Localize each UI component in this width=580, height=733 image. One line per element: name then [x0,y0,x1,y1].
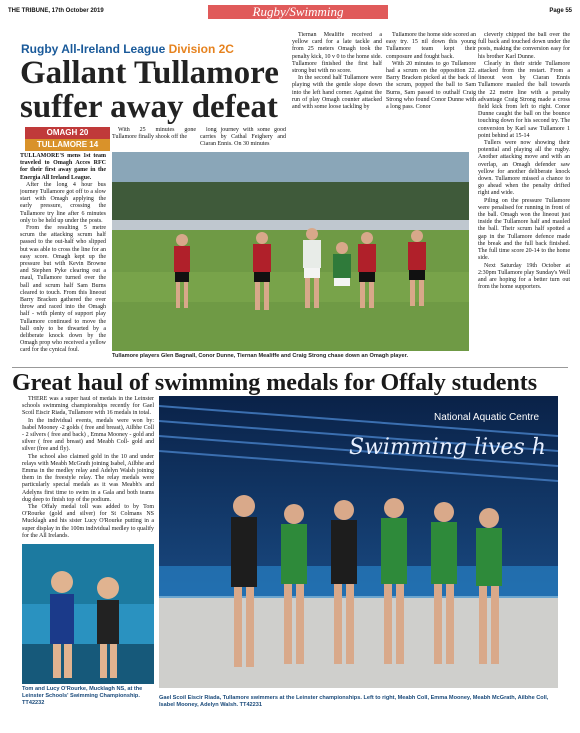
rugby-headline: Gallant Tullamore suffer away defeat [20,55,279,125]
swimming-paragraph: THERE was a super haul of medals in the Leinster schools swimming championships recently for Gael Scoil Eiscir Riada, Tullamore with 16 medals in total. [22,396,154,417]
rugby-paragraph: After the long 4 hour bus journey Tullamore got off to a slow start with Omagh applying the early pressure, crossing the Tullamore try line after 6 minutes only to be held up under the posts. [20,181,106,224]
division-label: Division 2C [168,42,234,56]
rugby-lead: TULLAMORE'S mens 1st team traveled to Omagh Acces RFC for their first away game in the Energia All Ireland League. [20,153,106,181]
rugby-column-6 [478,32,570,364]
swimming-paragraph: The school also claimed gold in the 10 and under relays with Meabh McGrath joining Isabel, Ailbhe and Emma in the medley relay and Adelyn Walsh joining them in the freestyle relay. The relay medals were particularly special medals as it was Meabh's and Adelyns first time to swim in a Gala and both teams dug deep to finish top of the podium. [22,453,154,503]
rugby-photo [112,152,469,351]
rugby-paragraph: In the second half Tullamore were playing with the gentle slope down into the left hand corner. Against the run of play Omagh counter attacked and with some loose tackling by [292,75,382,111]
rugby-column-2 [112,127,196,149]
swimming-body [22,396,154,541]
page-header [8,5,572,19]
rugby-column-3 [200,127,286,149]
league-label: Rugby All-Ireland League Division 2C [21,42,234,56]
rugby-paragraph: With 20 minutes to go Tullamore had a scrum on the opposition 22. Barry Bracken picked at the back of the scrum, popped the ball to Sam Burns, Sam passed to outhalf Craig Strong who found Conor Dunne with a long pass. Conor [386,60,476,111]
rugby-photo-caption: Tullamore players Glen Bagnall, Conor Dunne, Tiernan Mealiffe and Craig Strong chase down an Omagh player. [112,353,409,359]
rugby-column-4 [292,32,382,150]
swimming-paragraph: In the individual events, medals were won by: Isabel Mooney -2 golds ( free and breast), Ailbhe Coll - 2 silvers ( free and back) , Emma Mooney - gold and silver ( free and breast) and Meabh Coll- gold and silver (free and fly). [22,417,154,453]
swimming-paragraph: The Offaly medal toll was added to by Tom O'Rourke (gold and silver) for St Colmans NS Mucklagh and his sister Lucy O'Rourke putting in a super display in the 100m individual medley to qualify for the All Irelands. [22,504,154,539]
rugby-paragraph: Clearly in their stride Tullamore attacked from the restart. From a lineout won by Ciaran Ennis Tullamore mauled the ball towards the 22 metre line with a penalty advantage Craig Strong made a cross field kick from left to right. Conor Dunne caught the ball on the bounce touching down for his second try. The conversion by Karl saw Tullamore 1 point behind at 15-14 [478,60,570,139]
banner-script: Swimming lives h [349,435,546,460]
score-omagh: OMAGH 20 [25,127,110,139]
swimming-photo-big [159,396,558,688]
rugby-paragraph: Tullamore the home side scored an easy try. 15 nil down this young Tullamore team kept their composure and fought back. [386,32,476,60]
rugby-paragraph: Next Saturday 19th October at 2:30pm Tullamore play Sunday's Well and are hoping for a better turn out from the home supporters. [478,262,570,291]
swimming-caption-big: Gael Scoil Eiscir Riada, Tullamore swimmers at the Leinster championships. Left to right, Meabh Coll, Emma Mooney, Meabh McGrath, Ailbhe Coll, Isabel Mooney, Adelyn Walsh. TT42231 [159,695,549,708]
page-number: Page 55 [549,8,572,14]
rugby-paragraph: long journey with some good carries by Cathal Feighery and Ciaran Ennis. On 30 minutes [200,127,286,148]
masthead-date: THE TRIBUNE, 17th October 2019 [8,8,104,14]
rugby-paragraph: Tiernan Mealiffe received a yellow card for a late tackle and from 25 meters Omagh took the penalty kick, 10 v 0 to the home side. Tullamore finished the first half strong but with no score. [292,32,382,75]
rugby-paragraph: With 25 minutes gone Tullamore finally shook off the [112,127,196,141]
rugby-paragraph: Piling on the pressure Tullamore were penalised for running in front of the ball. Omagh won the lineout just inside the Tullamore half and mauled the ball. Their scrum half spotted a gap in the Tullamore defence made the break and the full back finished. The full time score 20-14 to the home side. [478,197,570,262]
section-label: Rugby/Swimming [208,5,388,19]
banner-text: National Aquatic Centre [434,412,540,423]
rugby-paragraph: From the resulting 5 metre scrum the attacking scrum half passed to the out-half who slipped but was able to cross the line for an easy score. Omagh kept up the pressure but with Kevin Browne and Stephen Pyke clearing out a maul, Tullamore turned over the ball and scrum half Sam Burns cleared to touch. From this lineout Barry Bracken gathered the over throw and raced into the Omagh half - with plenty of support play Tullamore continued to move the ball only to be thwarted by a deliberate knock down by the Omagh prop who received a yellow card for the cynical foul. [20,225,106,354]
score-tullamore: TULLAMORE 14 [25,139,110,151]
rugby-paragraph: cleverly chipped the ball over the full back and touched down under the posts, making the conversion easy for his brother Karl Dunne. [478,32,570,60]
swimming-headline: Great haul of swimming medals for Offaly students [12,367,568,397]
rugby-column-1 [20,153,106,365]
swimming-photo-small [22,544,154,684]
rugby-paragraph: Tullers were now showing their potential and playing all the rugby. Another attacking move and with an overlap, an Omagh defender saw yellow for another deliberate knock down. Tullamore missed a chance to go ahead when the penalty drifted right and wide. [478,140,570,197]
swimming-caption-small: Tom and Lucy O'Rourke, Mucklagh NS, at the Leinster Schools' Swimming Championship. TT42232 [22,686,143,706]
rugby-column-5 [386,32,476,150]
